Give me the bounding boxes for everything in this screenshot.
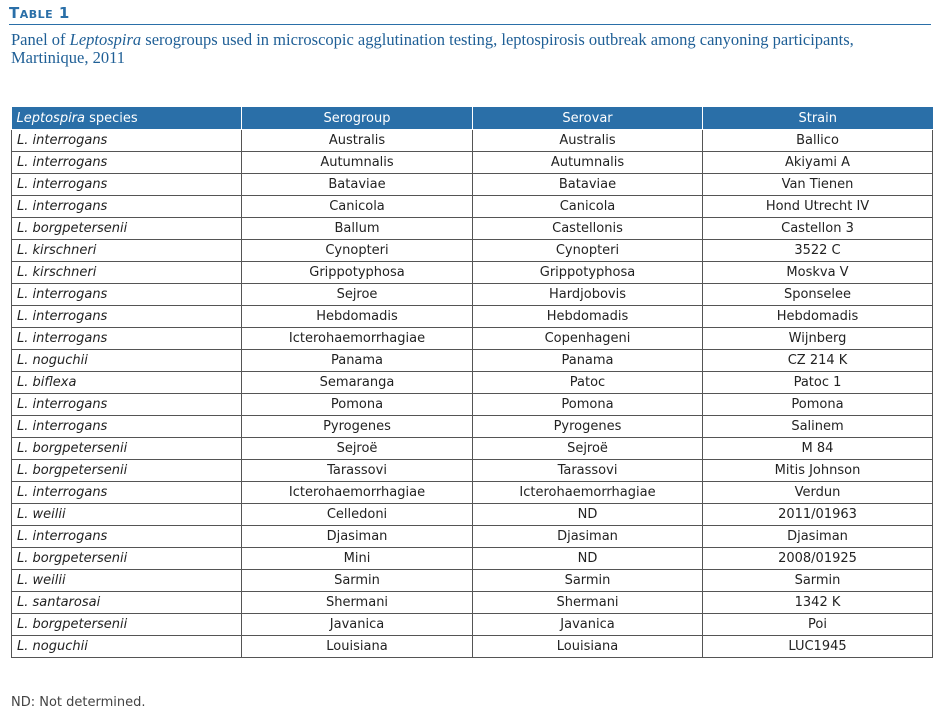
cell-serogroup: Grippotyphosa: [242, 262, 473, 284]
cell-species: L. santarosai: [12, 592, 242, 614]
cell-serogroup: Hebdomadis: [242, 306, 473, 328]
table-row: [12, 592, 933, 614]
cell-species: L. interrogans: [12, 196, 242, 218]
cell-serogroup: Shermani: [242, 592, 473, 614]
cell-strain: 2011/01963: [703, 504, 933, 526]
table-row: [12, 394, 933, 416]
table-row: [12, 548, 933, 570]
cell-serogroup: Panama: [242, 350, 473, 372]
table-row: [12, 152, 933, 174]
cell-serovar: Grippotyphosa: [473, 262, 703, 284]
cell-species: L. borgpetersenii: [12, 460, 242, 482]
table-header-row: [12, 107, 933, 130]
cell-strain: CZ 214 K: [703, 350, 933, 372]
table-row: [12, 262, 933, 284]
cell-strain: 3522 C: [703, 240, 933, 262]
cell-serovar: Tarassovi: [473, 460, 703, 482]
col-header-species: [12, 107, 242, 130]
cell-strain: Verdun: [703, 482, 933, 504]
cell-serovar: Shermani: [473, 592, 703, 614]
cell-serogroup: Pyrogenes: [242, 416, 473, 438]
cell-serovar: Louisiana: [473, 636, 703, 658]
table-row: [12, 306, 933, 328]
cell-strain: Salinem: [703, 416, 933, 438]
cell-strain: Sponselee: [703, 284, 933, 306]
cell-serovar: Patoc: [473, 372, 703, 394]
cell-strain: Poi: [703, 614, 933, 636]
cell-serogroup: Bataviae: [242, 174, 473, 196]
cell-species: L. borgpetersenii: [12, 218, 242, 240]
cell-strain: Van Tienen: [703, 174, 933, 196]
col-header-serovar: Serovar: [473, 107, 703, 130]
cell-serogroup: Tarassovi: [242, 460, 473, 482]
cell-species: L. interrogans: [12, 130, 242, 152]
table-row: [12, 174, 933, 196]
table-row: [12, 438, 933, 460]
cell-serovar: Canicola: [473, 196, 703, 218]
cell-serovar: Hardjobovis: [473, 284, 703, 306]
cell-species: L. kirschneri: [12, 262, 242, 284]
table-row: [12, 328, 933, 350]
table-row: [12, 526, 933, 548]
cell-strain: 1342 K: [703, 592, 933, 614]
cell-serovar: Javanica: [473, 614, 703, 636]
cell-serovar: Autumnalis: [473, 152, 703, 174]
cell-serogroup: Sejroë: [242, 438, 473, 460]
cell-serogroup: Icterohaemorrhagiae: [242, 482, 473, 504]
caption-post: serogroups used in microscopic agglutination testing, leptospirosis outbreak among canyoning participants, Martinique, 2011: [11, 30, 854, 67]
cell-serogroup: Cynopteri: [242, 240, 473, 262]
cell-strain: Sarmin: [703, 570, 933, 592]
table-body: [12, 130, 933, 658]
table-label: [9, 4, 931, 25]
cell-serovar: Copenhageni: [473, 328, 703, 350]
table-row: [12, 218, 933, 240]
cell-species: L. weilii: [12, 570, 242, 592]
cell-species: L. interrogans: [12, 152, 242, 174]
caption-italic: Leptospira: [69, 30, 142, 49]
cell-strain: Patoc 1: [703, 372, 933, 394]
cell-serogroup: Pomona: [242, 394, 473, 416]
table-row: [12, 240, 933, 262]
cell-species: L. borgpetersenii: [12, 614, 242, 636]
cell-serovar: Hebdomadis: [473, 306, 703, 328]
cell-strain: Djasiman: [703, 526, 933, 548]
cell-species: L. kirschneri: [12, 240, 242, 262]
cell-strain: Hebdomadis: [703, 306, 933, 328]
table-row: [12, 482, 933, 504]
cell-species: L. interrogans: [12, 526, 242, 548]
table-row: [12, 636, 933, 658]
cell-strain: Pomona: [703, 394, 933, 416]
cell-serovar: Panama: [473, 350, 703, 372]
cell-species: L. noguchii: [12, 350, 242, 372]
col-header-species-rest: species: [85, 110, 138, 126]
cell-strain: LUC1945: [703, 636, 933, 658]
cell-strain: 2008/01925: [703, 548, 933, 570]
table-row: [12, 416, 933, 438]
cell-serovar: Castellonis: [473, 218, 703, 240]
cell-strain: Castellon 3: [703, 218, 933, 240]
cell-serovar: ND: [473, 504, 703, 526]
caption-pre: Panel of: [11, 30, 70, 49]
cell-strain: Hond Utrecht IV: [703, 196, 933, 218]
cell-strain: M 84: [703, 438, 933, 460]
cell-serovar: Sejroë: [473, 438, 703, 460]
cell-serogroup: Sarmin: [242, 570, 473, 592]
cell-strain: Mitis Johnson: [703, 460, 933, 482]
table-row: [12, 130, 933, 152]
cell-serovar: Djasiman: [473, 526, 703, 548]
cell-serovar: Icterohaemorrhagiae: [473, 482, 703, 504]
cell-serogroup: Javanica: [242, 614, 473, 636]
table-row: [12, 196, 933, 218]
cell-serogroup: Sejroe: [242, 284, 473, 306]
table-row: [12, 614, 933, 636]
cell-strain: Ballico: [703, 130, 933, 152]
cell-strain: Moskva V: [703, 262, 933, 284]
cell-species: L. biflexa: [12, 372, 242, 394]
cell-strain: Wijnberg: [703, 328, 933, 350]
table-row: [12, 372, 933, 394]
cell-serogroup: Australis: [242, 130, 473, 152]
cell-serogroup: Canicola: [242, 196, 473, 218]
cell-species: L. interrogans: [12, 394, 242, 416]
serogroup-table: [11, 107, 933, 658]
cell-serovar: Cynopteri: [473, 240, 703, 262]
cell-serogroup: Autumnalis: [242, 152, 473, 174]
cell-serovar: Pomona: [473, 394, 703, 416]
table-label-text: Table 1: [9, 4, 70, 22]
cell-species: L. interrogans: [12, 328, 242, 350]
cell-species: L. weilii: [12, 504, 242, 526]
cell-serogroup: Louisiana: [242, 636, 473, 658]
cell-serogroup: Mini: [242, 548, 473, 570]
table-row: [12, 570, 933, 592]
table-caption: [11, 31, 911, 67]
cell-species: L. borgpetersenii: [12, 548, 242, 570]
table-row: [12, 460, 933, 482]
cell-serovar: Pyrogenes: [473, 416, 703, 438]
cell-serogroup: Celledoni: [242, 504, 473, 526]
cell-species: L. interrogans: [12, 306, 242, 328]
cell-serogroup: Ballum: [242, 218, 473, 240]
footnote: ND: Not determined.: [11, 695, 146, 710]
cell-species: L. noguchii: [12, 636, 242, 658]
cell-species: L. borgpetersenii: [12, 438, 242, 460]
col-header-strain: Strain: [703, 107, 933, 130]
cell-species: L. interrogans: [12, 482, 242, 504]
cell-serovar: Sarmin: [473, 570, 703, 592]
cell-serogroup: Djasiman: [242, 526, 473, 548]
table-row: [12, 350, 933, 372]
cell-species: L. interrogans: [12, 174, 242, 196]
cell-strain: Akiyami A: [703, 152, 933, 174]
col-header-serogroup: Serogroup: [242, 107, 473, 130]
cell-species: L. interrogans: [12, 416, 242, 438]
cell-species: L. interrogans: [12, 284, 242, 306]
cell-serovar: Bataviae: [473, 174, 703, 196]
table-row: [12, 504, 933, 526]
table-row: [12, 284, 933, 306]
cell-serovar: ND: [473, 548, 703, 570]
cell-serogroup: Semaranga: [242, 372, 473, 394]
cell-serogroup: Icterohaemorrhagiae: [242, 328, 473, 350]
col-header-species-italic: Leptospira: [16, 110, 85, 126]
cell-serovar: Australis: [473, 130, 703, 152]
